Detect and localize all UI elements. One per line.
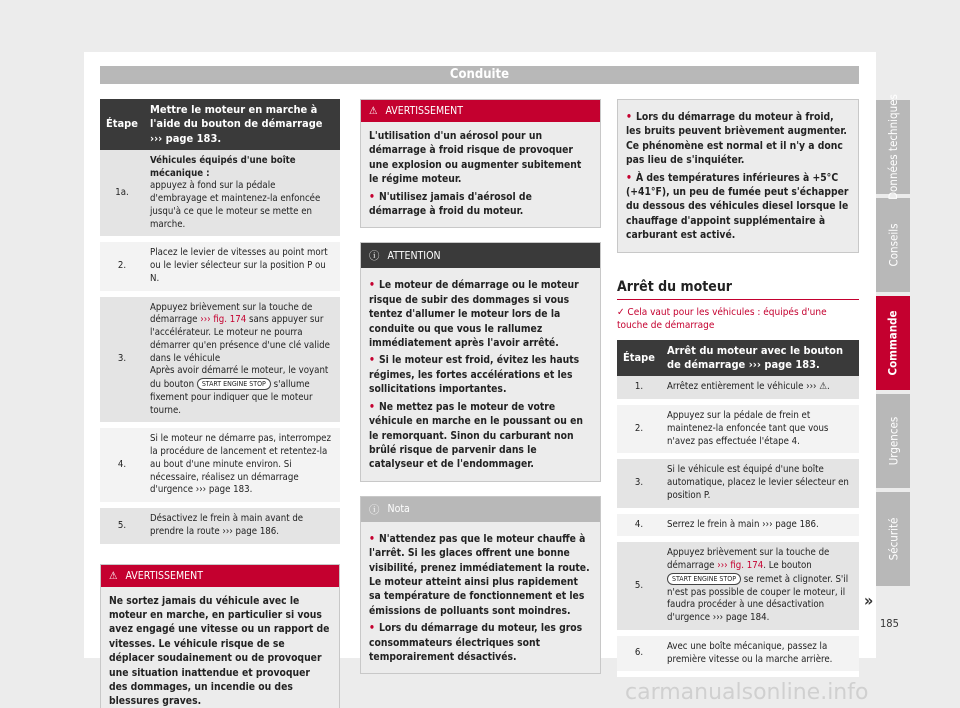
list-item-text: Ne mettez pas le moteur de votre véhicule en marche en le poussant ou en le remorquant. Sinon du carburant non brûlé risque de parvenir dans le catalyseur et de l'endommager. — [369, 400, 584, 471]
table-row — [617, 402, 859, 456]
warning-label: AVERTISSEMENT — [125, 569, 203, 582]
tab-label: Conseils — [886, 223, 901, 267]
step-number: 5. — [617, 539, 661, 633]
applies-to — [617, 306, 859, 332]
step-number: 3. — [617, 456, 661, 510]
attention-label: ATTENTION — [387, 249, 441, 262]
side-tabs — [876, 94, 910, 590]
bullet-icon: • — [369, 532, 375, 545]
tab-label: Urgences — [886, 416, 901, 466]
table-row — [617, 539, 859, 633]
table-header-step: Étape — [617, 340, 661, 377]
table-row — [100, 150, 340, 240]
warning-text: L'utilisation d'un aérosol pour un démarrage à froid risque de provoquer une explosion ou augmenter subitement le régime moteur. — [369, 130, 582, 186]
list-item-text: Lors du démarrage du moteur à froid, les bruits peuvent brièvement augmenter. Ce phénomène est normal et il n'y a donc pas lieu de s'inquiéter. — [626, 111, 847, 167]
step-number: 5. — [100, 505, 144, 547]
list-item — [369, 400, 592, 472]
list-item-text: Si le moteur est froid, évitez les hauts régimes, les fortes accélérations et les sollicitations importantes. — [369, 354, 580, 396]
step-text — [144, 150, 340, 240]
column-right — [617, 99, 859, 677]
step-text: Si le moteur ne démarre pas, interrompez la procédure de lancement et retentez-la au bout d'une minute environ. Si nécessaire, réalisez un démarrage d'urgence ››› page 183. — [144, 425, 340, 505]
step-number: 1a. — [100, 150, 144, 240]
warning-header — [361, 100, 600, 122]
list-item — [369, 353, 592, 396]
note-continued-body — [618, 100, 858, 252]
list-item — [369, 621, 592, 664]
step-number: 6. — [617, 633, 661, 675]
column-left — [100, 99, 340, 708]
note-box — [360, 496, 601, 675]
table-row — [617, 511, 859, 540]
attention-box — [360, 242, 601, 481]
warning-label: AVERTISSEMENT — [385, 105, 463, 117]
figure-link[interactable]: ››› fig. 174 — [717, 560, 764, 571]
continue-mark: » — [864, 591, 874, 610]
tab-label: Commande — [886, 310, 901, 376]
figure-link[interactable]: ››› fig. 174 — [200, 314, 247, 326]
tab-urgences[interactable] — [876, 394, 910, 488]
tab-donnees-techniques[interactable] — [876, 94, 910, 200]
step-text-part: s'allume fixement pour indiquer que le moteur tourne. — [150, 379, 313, 416]
start-steps-table — [100, 99, 340, 550]
step-text: Placez le levier de vitesses au point mort ou le levier sélecteur sur la position P ou N. — [144, 239, 340, 293]
step-number: 3. — [100, 294, 144, 426]
step-text: Avec une boîte mécanique, passez la première vitesse ou la marche arrière. — [661, 633, 859, 675]
page-header: Conduite — [100, 66, 859, 84]
list-item — [369, 532, 592, 618]
step-text-part: Après avoir démarré le moteur, le voyant du bouton — [150, 365, 329, 391]
info-circle-icon: ⓘ — [369, 250, 380, 263]
warning-text: Ne sortez jamais du véhicule avec le moteur en marche, en particulier si vous avez engagé une vitesse ou un rapport de vitesses. Le véhicule risque de se déplacer soudainement ou de provoquer une situation inattendue et provoquer des dommages, un incendie ou des blessures graves. — [109, 594, 330, 708]
step-text-part: se remet à clignoter. S'il n'est pas possible de couper le moteur, il faudra procéder à une désactivation d'urgence ››› page 184. — [667, 573, 849, 623]
step-body: appuyez à fond sur la pédale d'embrayage et maintenez-la enfoncée jusqu'à ce que le moteur se mette en marche. — [150, 180, 321, 230]
bullet-icon: • — [369, 400, 375, 413]
step-number: 2. — [617, 402, 661, 456]
bullet-icon: • — [369, 622, 375, 635]
list-item — [369, 278, 592, 350]
step-text: Désactivez le frein à main avant de prendre la route ››› page 186. — [144, 505, 340, 547]
attention-header — [361, 243, 600, 268]
step-number: 4. — [617, 511, 661, 540]
list-item — [369, 190, 592, 219]
note-continued-box — [617, 99, 859, 253]
applies-text: Cela vaut pour les véhicules : équipés d'une touche de démarrage — [617, 306, 827, 331]
start-stop-button-label: START ENGINE STOP — [667, 573, 741, 585]
note-icon: ⓘ — [369, 503, 380, 516]
step-text — [144, 294, 340, 426]
step-text-part: Appuyez brièvement sur la touche de démarrage — [150, 301, 313, 326]
step-text: Appuyez sur la pédale de frein et maintenez-la enfoncée tant que vous n'avez pas effectuée l'étape 4. — [661, 402, 859, 456]
bullet-icon: • — [369, 354, 375, 367]
list-item — [626, 171, 850, 243]
table-row — [100, 505, 340, 547]
warning-header — [101, 565, 339, 587]
list-item-text: À des températures inférieures à +5°C (+41°F), un peu de fumée peut s'échapper du dessous des véhicules diesel lorsque le chauffage d'appoint supplémentaire à carburant est activé. — [626, 171, 849, 242]
bullet-icon: • — [626, 171, 632, 184]
section-title: Arrêt du moteur — [617, 279, 859, 300]
attention-body — [361, 268, 600, 480]
step-text: Serrez le frein à main ››› page 186. — [661, 511, 859, 540]
step-number: 2. — [100, 239, 144, 293]
note-header — [361, 497, 600, 522]
watermark: carmanualsonline.info — [625, 680, 869, 705]
table-header-action: Mettre le moteur en marche à l'aide du bouton de démarrage ››› page 183. — [144, 99, 340, 150]
step-text-part: sans appuyer sur l'accélérateur. Le moteur ne pourra démarrer qu'en présence d'une clé valide dans le véhicule — [150, 314, 330, 364]
table-row — [617, 376, 859, 402]
bullet-icon: • — [626, 111, 632, 123]
warning-body — [361, 122, 600, 227]
table-row — [100, 239, 340, 293]
check-icon: ✓ — [617, 306, 628, 318]
step-number: 1. — [617, 376, 661, 402]
column-middle — [360, 99, 601, 674]
tab-label: Sécurité — [886, 517, 901, 561]
warning-box — [100, 564, 340, 708]
bullet-icon: • — [369, 279, 375, 292]
stop-steps-table — [617, 340, 859, 678]
list-item-text: N'attendez pas que le moteur chauffe à l'arrêt. Si les glaces offrent une bonne visibilité, prenez immédiatement la route. Le moteur atteint ainsi plus rapidement sa température de fonctionnement et les émissions de polluants sont moindres. — [369, 532, 590, 617]
note-body — [361, 522, 600, 674]
table-row — [100, 425, 340, 505]
warning-box — [360, 99, 601, 228]
list-item-text: N'utilisez jamais d'aérosol de démarrage à froid du moteur. — [369, 190, 532, 218]
note-label: Nota — [387, 503, 410, 516]
page-number: 185 — [880, 617, 899, 630]
list-item-text: Le moteur de démarrage ou le moteur risque de subir des dommages si vous tentez d'allumer le moteur lors de la conduite ou que vous le rallumez immédiatement après l'avoir arrêté. — [369, 279, 579, 350]
table-header-step: Étape — [100, 99, 144, 150]
list-item — [626, 110, 850, 168]
step-text: Si le véhicule est équipé d'une boîte automatique, placez le levier sélecteur en position P. — [661, 456, 859, 510]
step-number: 4. — [100, 425, 144, 505]
step-text: Arrêtez entièrement le véhicule ››› ⚠. — [661, 376, 859, 402]
step-text-part: . Le bouton — [763, 560, 812, 571]
table-row — [617, 456, 859, 510]
tab-conseils[interactable] — [876, 198, 910, 292]
table-header-action: Arrêt du moteur avec le bouton de démarrage ››› page 183. — [661, 340, 859, 377]
warning-triangle-icon: ⚠ — [109, 569, 118, 582]
warning-triangle-icon: ⚠ — [369, 105, 378, 117]
bullet-icon: • — [369, 190, 375, 203]
step-lead: Véhicules équipés d'une boîte mécanique : — [150, 154, 296, 179]
list-item-text: Lors du démarrage du moteur, les gros consommateurs électriques sont temporairement désactivés. — [369, 622, 583, 663]
tab-label: Données techniques — [886, 94, 901, 200]
step-text — [661, 539, 859, 633]
table-row — [617, 633, 859, 675]
tab-securite[interactable] — [876, 492, 910, 586]
table-row — [100, 294, 340, 426]
step-text-part: Appuyez brièvement sur la touche de démarrage — [667, 547, 830, 571]
tab-commande[interactable] — [876, 296, 910, 390]
start-stop-button-label: START ENGINE STOP — [197, 378, 271, 390]
